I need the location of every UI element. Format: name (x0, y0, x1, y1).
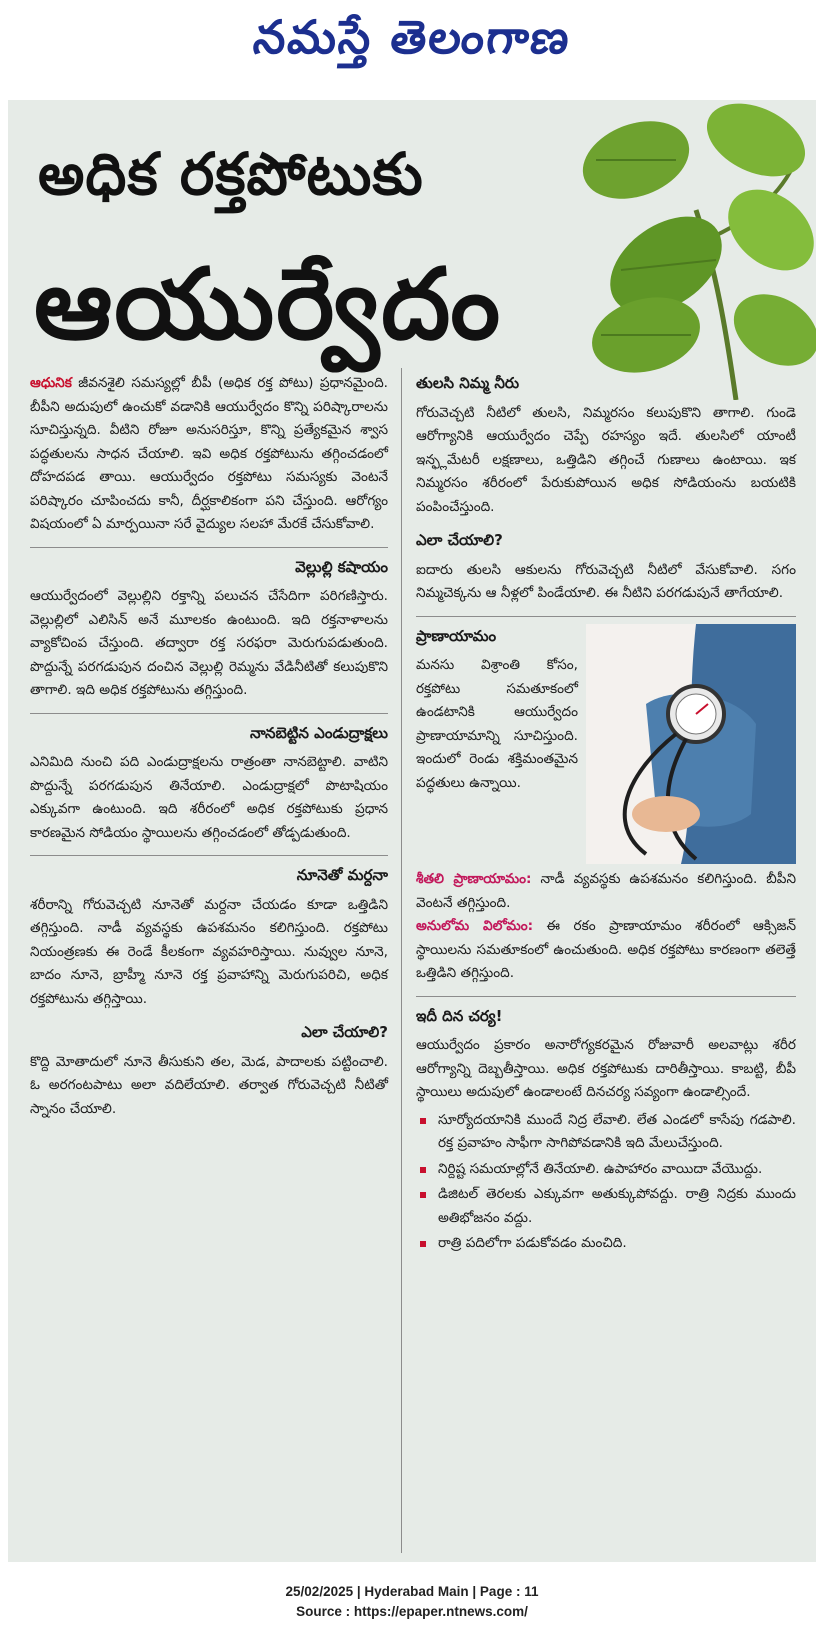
oil-section (30, 855, 388, 1131)
oil-title: నూనెతో మర్దనా (296, 866, 388, 884)
pranayama-section (416, 616, 796, 996)
tulsi-text: గోరువెచ్చటి నీటిలో తులసి, నిమ్మరసం కలుపుకొని తాగాలి. గుండె ఆరోగ్యానికి ఆయుర్వేదం చెప్పే రహస్యం ఇదే. తులసిలో యాంటీ ఇన్ఫ్లమేటరీ లక్షణాలు, ఒత్తిడిని తగ్గించే గుణాలు ఉంటాయి. ఇక నిమ్మరసం శరీరంలో పేరుకుపోయిన అధిక సోడియంను బయటికి పంపించేస్తుంది. (416, 404, 796, 515)
routine-text: ఆయుర్వేదం ప్రకారం అనారోగ్యకరమైన రోజువారీ అలవాట్లు శరీర ఆరోగ్యాన్ని దెబ్బతీస్తాయి. అధిక రక్తపోటుకు దారితీస్తాయి. కాబట్టి, బీపీ స్థాయిలు అదుపులో ఉండాలంటే దినచర్య సవ్యంగా ఉండాల్సిందే. (416, 1037, 796, 1100)
routine-section (416, 996, 796, 1268)
footer-edition-info: 25/02/2025 | Hyderabad Main | Page : 11 (285, 1584, 539, 1599)
left-column (30, 372, 388, 1131)
tulsi-leaves-image (576, 100, 816, 400)
oil-how-text: కొద్ది మోతాదులో నూనె తీసుకుని తల, మెడ, పాదాలకు పట్టించాలి. ఓ అరగంటపాటు అలా వదిలేయాలి. తర్వాత గోరువెచ్చటి నీటితో స్నానం చేయాలి. (30, 1053, 388, 1117)
list-item: డిజిటల్ తెరలకు ఎక్కువగా అతుక్కుపోవద్దు. రాత్రి నిద్రకు ముందు అతిభోజనం వద్దు. (416, 1183, 796, 1230)
routine-title: ఇదీ దిన చర్య! (416, 1006, 503, 1025)
right-column (416, 372, 796, 1268)
list-item: సూర్యోదయానికి ముందే నిద్ర లేవాలి. లేత ఎండలో కాసేపు గడపాలి. రక్త ప్రవాహం సాఫీగా సాగిపోవడానికి ఇది మేలుచేస్తుంది. (416, 1109, 796, 1156)
intro-lead: ఆధునిక (30, 375, 72, 391)
oil-text: శరీరాన్ని గోరువెచ్చటి నూనెతో మర్దనా చేయడం కూడా ఒత్తిడిని తగ్గిస్తుంది. నాడీ వ్యవస్థకు ఉపశమనం కలిగిస్తుంది. రక్తపోటు నియంత్రణకు ఈ రెండే కీలకంగా వ్యవహరిస్తాయి. నువ్వుల నూనె, బాదం నూనె, బ్రాహ్మీ నూనె రక్త ప్రవాహాన్ని మెరుగుపరిచి, అధిక రక్తపోటును తగ్గిస్తాయి. (30, 896, 388, 1007)
headline-line-2: ఆయుర్వేదం (34, 248, 503, 362)
tulsi-section (416, 372, 796, 616)
sheetali-text: నాడీ వ్యవస్థకు ఉపశమనం కలిగిస్తుంది. బీపీని వెంటనే తగ్గిస్తుంది. (416, 871, 796, 911)
intro-paragraph (30, 372, 388, 537)
pranayama-title: ప్రాణాయామం (416, 626, 497, 645)
pranayama-text: మనసు విశ్రాంతి కోసం, రక్తపోటు సమతూకంలో ఉండటానికి ఆయుర్వేదం ప్రాణాయామాన్ని సూచిస్తుంది. ఇందులో రెండు శక్తిమంతమైన పద్ధతులు ఉన్నాయి. (416, 657, 578, 791)
tulsi-how-text: ఐదారు తులసి ఆకులను గోరువెచ్చటి నీటిలో వేసుకోవాలి. సగం నిమ్మచెక్కను ఆ నీళ్లలో పిండేయాలి. ఈ నీటిని పరగడుపునే తాగేయాలి. (416, 561, 796, 601)
raisins-section (30, 713, 388, 856)
tulsi-title: తులసి నిమ్మ నీరు (416, 374, 520, 392)
list-item: నిర్దిష్ట సమయాల్లోనే తినేయాలి. ఉపాహారం వాయిదా వేయొద్దు. (416, 1158, 796, 1182)
footer-source: Source : https://epaper.ntnews.com/ (296, 1604, 528, 1619)
raisins-title: నానబెట్టిన ఎండుద్రాక్షలు (249, 723, 388, 742)
list-item: రాత్రి పదిలోగా పడుకోవడం మంచిది. (416, 1232, 796, 1256)
blood-pressure-monitor-image (586, 624, 796, 864)
anulom-paragraph (416, 915, 796, 986)
sheetali-paragraph (416, 868, 796, 915)
footer (0, 1582, 824, 1622)
article (8, 100, 816, 1562)
garlic-title: వెల్లుల్లి కషాయం (295, 557, 388, 576)
tulsi-how-title: ఎలా చేయాలి? (416, 531, 503, 549)
intro-section (30, 372, 388, 547)
anulom-label: అనులోమ విలోమం: (416, 918, 534, 934)
masthead (0, 0, 824, 100)
headline-line-1: అధిక రక్తపోటుకు (38, 140, 424, 208)
routine-list (416, 1109, 796, 1256)
sheetali-label: శీతలి ప్రాణాయామం: (416, 871, 532, 887)
oil-how-title: ఎలా చేయాలి? (301, 1023, 388, 1041)
column-divider (401, 368, 402, 1553)
newspaper-logo: నమస్తే తెలంగాణ (251, 10, 575, 64)
garlic-section (30, 547, 388, 713)
garlic-text: ఆయుర్వేదంలో వెల్లుల్లిని రక్తాన్ని పలుచన చేసేదిగా పరిగణిస్తారు. వెల్లుల్లిలో ఎలిసిన్ అనే మూలకం ఉంటుంది. ఇది రక్తనాళాలను వ్యాకోచింప చేస్తుంది. తద్వారా రక్త సరఫరా మెరుగుపడుతుంది. పొద్దున్నే పరగడుపున దంచిన వెల్లుల్లి రెమ్మను వేడినీటితో కలుపుకొని తాగాలి. ఇది అధిక రక్తపోటును తగ్గిస్తుంది. (30, 588, 388, 698)
intro-text: జీవనశైలి సమస్యల్లో బీపీ (అధిక రక్త పోటు) ప్రధానమైంది. బీపీని అదుపులో ఉంచుకో వడానికి ఆయుర్వేదం కొన్ని పరిష్కారాలను సూచిస్తున్నది. వీటిని రోజూ అనుసరిస్తూ, కొన్ని ప్రత్యేకమైన శ్వాస పద్ధతులను సాధన చేయాలి. ఇవి అధిక రక్తపోటును తగ్గించడంలో దోహదపడ తాయి. ఆయుర్వేదం రక్తపోటు సమస్యకు వెంటనే పరిష్కారం చూపించదు కానీ, దీర్ఘకాలికంగా పని చేస్తుంది. ఆరోగ్యం విషయంలో ఏ మార్పయినా సరే వైద్యుల సలహా మేరకే చేసుకోవాలి. (30, 375, 388, 532)
anulom-text: ఈ రకం ప్రాణాయామం శరీరంలో ఆక్సిజన్ స్థాయిలను సమతూకంలో ఉంచుతుంది. అధిక రక్తపోటు కారణంగా తలెత్తే ఒత్తిడిని తగ్గిస్తుంది. (416, 918, 796, 981)
raisins-text: ఎనిమిది నుంచి పది ఎండుద్రాక్షలను రాత్రంతా నానబెట్టాలి. వాటిని పొద్దున్నే పరగడుపున తినేయాలి. ఎండుద్రాక్షలో పొటాషియం ఎక్కువగా ఉంటుంది. ఇది శరీరంలో అధిక రక్తపోటుకు ప్రధాన కారణమైన సోడియం స్థాయిలను తగ్గించడంలో తోడ్పడుతుంది. (30, 754, 388, 841)
